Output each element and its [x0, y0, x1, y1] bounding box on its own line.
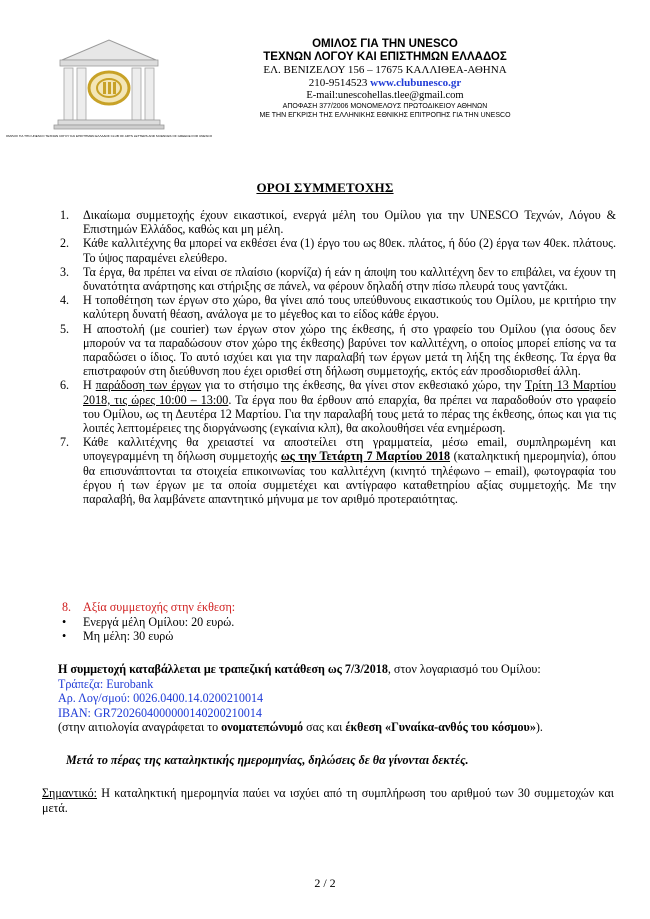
list-item — [54, 322, 616, 379]
letterhead — [170, 38, 600, 120]
note-label: Σημαντικό: — [42, 786, 98, 800]
org-phone: 210-9514523 — [308, 77, 368, 89]
court-decision: ΑΠΟΦΑΣΗ 377/2006 ΜΟΝΟΜΕΛΟΥΣ ΠΡΩΤΟΔΙΚΕΙΟΥ ΑΘΗΝΩΝ — [282, 103, 488, 110]
item-number: 2. — [60, 236, 70, 251]
list-item — [54, 435, 616, 506]
fee-text: Μη μέλη: 30 ευρώ — [83, 629, 174, 643]
item-number: 7. — [60, 435, 70, 450]
fee-heading — [54, 600, 616, 615]
reason-text: σας και — [303, 720, 346, 735]
list-item — [54, 293, 616, 321]
account-number: Αρ. Λογ/σμού: 0026.0400.14.0200210014 — [58, 691, 264, 706]
item-text: Η αποστολή (με courier) των έργων στον χώρο της έκθεσης, ή στο γραφείο του Ομίλου (για όσους δεν μπορούν να τα παραδώσουν στον χώρο της έκθεσης) βαρύνει τον καλλιτέχνη, ο οποίος μπορεί επίσης να τα παραδώσει ο ίδιος. Το αυτό ισχύει και για την παραλαβή των έργων μετά τη λήξη της έκθεσης. Τα έργα θα επιστραφούν στη διεύθυνση που έχει ορισθεί στη δήλωση συμμετοχής, εκτός εάν προσδιορισθεί άλλη. — [83, 321, 616, 379]
org-website-link[interactable]: www.clubunesco.gr — [370, 77, 462, 89]
payment-reason — [58, 720, 618, 735]
page-number: 2 / 2 — [314, 876, 336, 890]
delivery-date-underlined: Τρίτη 13 Μαρτίου 2018, τις ώρες 10:00 – 13:00 — [83, 378, 617, 407]
list-item — [54, 265, 616, 293]
item-text-underlined: παράδοση των έργων — [95, 378, 202, 393]
item-text: . Τα έργα που θα έρθουν από επαρχία, θα πρέπει να παραδοθούν στο γραφείο του Ομίλου, ως τη Δευτέρα 12 Μαρτίου. Για την παραλαβή τους μετά το πέρας της έκθεσης, όπως και για τις λοιπές λεπτομέρειες της διοργάνωσης (εγκαίνια κλπ), θα ακολουθήσει νέα ενημέρωση. — [83, 392, 616, 436]
fee-text: Ενεργά μέλη Ομίλου: 20 ευρώ. — [83, 614, 235, 629]
item-number: 1. — [60, 208, 70, 222]
bank-name: Τράπεζα: Eurobank — [58, 676, 154, 691]
terms-list — [54, 208, 616, 506]
org-address: ΕΛ. ΒΕΝΙΖΕΛΟΥ 156 – 17675 ΚΑΛΛΙΘΕΑ-ΑΘΗΝΑ — [263, 64, 507, 76]
payment-text: , στον λογαριασμό του Ομίλου: — [387, 662, 541, 676]
item-text: (καταληκτική ημερομηνία), όπου θα επισυνάπτονται τα στοιχεία επικοινωνίας του καλλιτέχνη (κινητό τηλέφωνο – email), φωτογραφία του έργου ή των έργων με τα οποία συμμετέχει και αντίγραφο καταθετηρίου αξίας συμμετοχής. Με την παραλαβή, θα λαμβάνετε απαντητικό μήνυμα με τον αριθμό προτεραιότητας. — [83, 449, 616, 507]
list-item — [54, 378, 616, 435]
approval-line: ΜΕ ΤΗΝ ΕΓΚΡΙΣΗ ΤΗΣ ΕΛΛΗΝΙΚΗΣ ΕΘΝΙΚΗΣ ΕΠΙΤΡΟΠΗΣ ΓΙΑ ΤΗΝ UNESCO — [259, 112, 511, 119]
reason-bold: ονοματεπώνυμό — [221, 720, 304, 735]
fee-item-members — [54, 615, 616, 630]
important-note — [42, 786, 614, 815]
greek-temple-logo — [5, 38, 213, 143]
item-text: Κάθε καλλιτέχνης θα μπορεί να εκθέσει ένα (1) έργο του ως 80εκ. πλάτος, ή δύο (2) έργα των 40εκ. πλάτους. Το ύψος παραμένει ελεύθερο. — [83, 236, 616, 265]
fee-heading-text: Αξία συμμετοχής στην έκθεση: — [83, 600, 236, 614]
bullet-icon: • — [62, 614, 67, 629]
iban: IBAN: GR7202604000000140200210014 — [58, 705, 262, 720]
logo-caption: ΟΜΙΛΟΣ ΓΙΑ ΤΗΝ UNESCO ΤΕΧΝΩΝ ΛΟΓΟΥ ΚΑΙ ΕΠΙΣΤΗΜΩΝ ΕΛΛΑΔΟΣ CLUB OF ARTS LETTERS AND SCIENCES OF GREECE FOR UNESCO — [5, 134, 213, 138]
page-title: ΟΡΟΙ ΣΥΜΜΕΤΟΧΗΣ — [256, 180, 394, 195]
item-number: 6. — [60, 378, 70, 393]
org-name-line1: ΟΜΙΛΟΣ ΓΙΑ ΤΗΝ UNESCO — [312, 38, 458, 50]
item-text: για το στήσιμο της έκθεσης, θα γίνει στον εκθεσιακό χώρο, την — [201, 378, 525, 393]
reason-text: ). — [535, 720, 543, 735]
item-number: 5. — [60, 321, 70, 336]
org-email[interactable]: E-mail:unescohellas.tlee@gmail.com — [306, 90, 464, 101]
list-item — [54, 208, 616, 236]
payment-section — [58, 662, 618, 735]
org-contact — [170, 77, 600, 90]
late-notice: Μετά το πέρας της καταληκτικής ημερομηνίας, δηλώσεις δε θα γίνονται δεκτές. — [66, 753, 469, 767]
item-number: 3. — [60, 264, 70, 279]
bullet-icon: • — [62, 629, 67, 643]
payment-instructions — [58, 662, 618, 677]
reason-text: (στην αιτιολογία αναγράφεται το — [58, 720, 222, 735]
fee-item-nonmembers — [54, 629, 616, 644]
org-name-line2: ΤΕΧΝΩΝ ΛΟΓΟΥ ΚΑΙ ΕΠΙΣΤΗΜΩΝ ΕΛΛΑΔΟΣ — [263, 51, 507, 63]
list-item — [54, 236, 616, 264]
fee-section — [54, 600, 616, 644]
item-text: Κάθε καλλιτέχνης θα χρειαστεί να αποστείλει στη γραμματεία, μέσω email, συμπληρωμένη και υπογεγραμμένη τη δήλωση συμμετοχής — [83, 435, 616, 464]
payment-bold: Η συμμετοχή καταβάλλεται με τραπεζική κατάθεση ως 7/3/2018 — [58, 662, 388, 676]
item-text: Η — [83, 378, 96, 393]
exhibition-name: έκθεση «Γυναίκα-ανθός του κόσμου» — [345, 720, 536, 735]
item-text: Δικαίωμα συμμετοχής έχουν εικαστικοί, ενεργά μέλη του Ομίλου για την UNESCO Τεχνών, Λόγου & Επιστημών Ελλάδος, καθώς και μη μέλη. — [83, 208, 616, 237]
item-number: 8. — [62, 600, 72, 614]
item-number: 4. — [60, 293, 70, 308]
item-text: Τα έργα, θα πρέπει να είναι σε πλαίσιο (κορνίζα) ή εάν η άποψη του καλλιτέχνη δεν το επιβάλει, να έχουν τη δυνατότητα ανάρτησης και στήριξης σε πάνελ, να φέρουν δηλαδή στην πίσω πλευρά τους γαντζάκι. — [83, 264, 616, 294]
item-text: Η τοποθέτηση των έργων στο χώρο, θα γίνει από τους υπεύθυνους εικαστικούς του Ομίλου, με κριτήριο την καλύτερη δυνατή θέαση, ανάλογα με το μέγεθος και το είδος κάθε έργου. — [83, 293, 616, 322]
deadline-bold: ως την Τετάρτη 7 Μαρτίου 2018 — [280, 449, 451, 464]
note-text: Η καταληκτική ημερομηνία παύει να ισχύει από τη συμπλήρωση του αριθμού των 30 συμμετοχών και μετά. — [42, 786, 614, 815]
